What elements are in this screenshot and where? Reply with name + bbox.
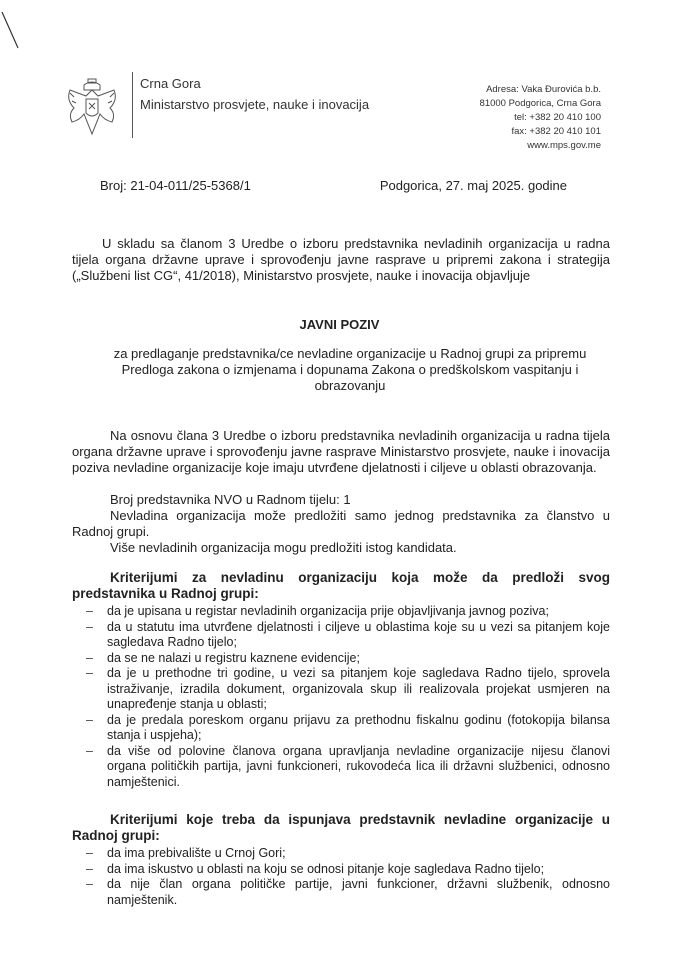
document-title: JAVNI POZIV: [299, 317, 380, 332]
reference-number: Broj: 21-04-011/25-5368/1: [100, 178, 251, 193]
list-item: – da se ne nalazi u registru kaznene evidencije;: [107, 651, 610, 667]
section1-heading: Kriterijumi za nevladinu organizaciju koja može da predloži svog predstavnika u Radnoj grupi:: [72, 570, 610, 601]
header-divider: [132, 72, 133, 138]
section2-list: [107, 846, 610, 908]
address-line: Adresa: Vaka Đurovića b.b.: [486, 84, 601, 95]
list-item: – da u statutu ima utvrđene djelatnosti i ciljeve u oblastima koje su u vezi sa pitanjem koje sagledava Radno tijelo;: [107, 620, 610, 651]
country-name: Crna Gora: [140, 76, 201, 91]
list-item: – da ima iskustvo u oblasti na koju se odnosi pitanje koje sagledava Radno tijelo;: [107, 862, 610, 878]
body-paragraph-3: Nevladina organizacija može predložiti samo jednog predstavnika za članstvo u Radnoj grupi.: [72, 508, 610, 539]
address-block: [480, 83, 601, 153]
document-subtitle: za predlaganje predstavnika/ce nevladine organizacije u Radnoj grupi za pripremu Predloga zakona o izmjenama i dopunama Zakona o predškolskom vaspitanju i obrazovanju: [113, 346, 587, 393]
header-org: [140, 73, 369, 115]
section2-heading: Kriterijumi koje treba da ispunjava predstavnik nevladine organizacije u Radnoj grupi:: [72, 812, 610, 843]
phone-line: tel: +382 20 410 100: [514, 112, 601, 123]
body-paragraph-1: Na osnovu člana 3 Uredbe o izboru predstavnika nevladinih organizacija u radna tijela organa državne uprave i sprovođenju javne rasprave Ministarstvo prosvjete, nauke i inovacija poziva nevladine organizacije koje imaju utvrđene djelatnosti i ciljeve u oblasti obrazovanja.: [72, 428, 610, 475]
section1-list: [107, 604, 610, 790]
address-line: 81000 Podgorica, Crna Gora: [479, 98, 601, 109]
body-paragraph-2: Broj predstavnika NVO u Radnom tijelu: 1: [110, 492, 351, 507]
list-item: – da više od polovine članova organa upravljanja nevladine organizacije nijesu članovi organa političkih partija, javni funkcioneri, rukovodeća lica ili državni službenici, odnosno namještenici.: [107, 744, 610, 791]
list-item: – da je predala poreskom organu prijavu za prethodnu fiskalnu godinu (fotokopija bilansa stanja i uspjeha);: [107, 713, 610, 744]
website-link[interactable]: www.mps.gov.me: [527, 140, 601, 151]
coat-of-arms-icon: [62, 75, 122, 137]
list-item: – da ima prebivalište u Crnoj Gori;: [107, 846, 610, 862]
list-item: – da je upisana u registar nevladinih organizacija prije objavljivanja javnog poziva;: [107, 604, 610, 620]
list-item: – da nije član organa političke partije, javni funkcioner, državni službenik, odnosno namještenik.: [107, 877, 610, 908]
ministry-name: Ministarstvo prosvjete, nauke i inovacija: [140, 97, 370, 112]
fax-line: fax: +382 20 410 101: [511, 126, 601, 137]
list-item: – da je u prethodne tri godine, u vezi sa pitanjem koje sagledava Radno tijelo, sprovela istraživanje, izradila dokument, organizovala skup ili realizovala projekat usmjeren na unapređenje stanja u oblasti;: [107, 666, 610, 713]
scan-mark: [0, 10, 22, 50]
document-date: Podgorica, 27. maj 2025. godine: [379, 178, 567, 193]
body-paragraph-4: Više nevladinih organizacija mogu predložiti istog kandidata.: [110, 540, 457, 555]
intro-paragraph: U skladu sa članom 3 Uredbe o izboru predstavnika nevladinih organizacija u radna tijela organa državne uprave i sprovođenju javne rasprave u pripremi zakona i strategija („Službeni list CG“, 41/2018), Ministarstvo prosvjete, nauke i inovacija objavljuje: [72, 236, 610, 283]
